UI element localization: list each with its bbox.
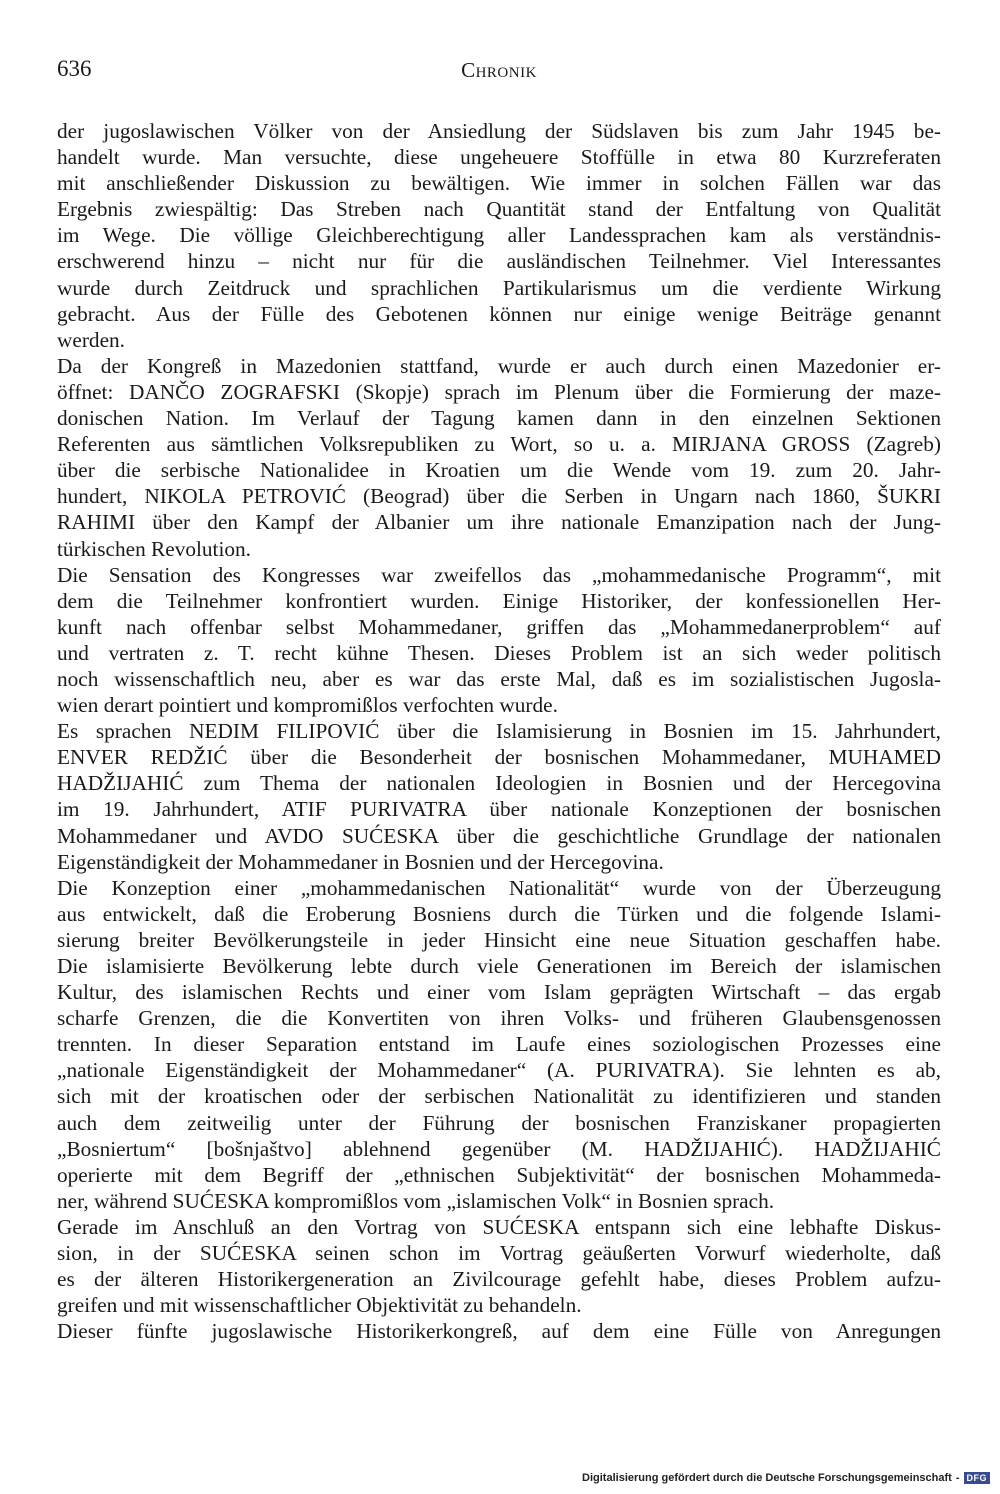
text-line: trennten. In dieser Separation entstand im Laufe eines soziologischen Prozesses eine [57, 1032, 941, 1057]
text-line: Referenten aus sämtlichen Volksrepubliken zu Wort, so u. a. MIRJANA GROSS (Zagreb) [57, 432, 941, 457]
text-line: Mohammedaner und AVDO SUĆESKA über die geschichtliche Grundlage der nationalen [57, 823, 941, 848]
body-text [57, 118, 941, 1344]
text-line: noch wissenschaftlich neu, aber es war das erste Mal, daß es im sozialistischen Jugosla- [57, 666, 941, 691]
text-line: RAHIMI über den Kampf der Albanier um ihre nationale Emanzipation nach der Jung- [57, 510, 941, 535]
footer: Digitalisierung gefördert durch die Deutsche Forschungsgemeinschaft - DFG [582, 1472, 990, 1484]
page-number: 636 [57, 56, 92, 81]
text-line: greifen und mit wissenschaftlicher Objektivität zu behandeln. [57, 1293, 582, 1318]
text-line: kunft nach offenbar selbst Mohammedaner, griffen das „Mohammedanerproblem“ auf [57, 614, 941, 639]
text-line: öffnet: DANČO ZOGRAFSKI (Skopje) sprach im Plenum über die Formierung der maze- [57, 379, 941, 404]
text-line: handelt wurde. Man versuchte, diese ungeheuere Stoffülle in etwa 80 Kurzreferaten [57, 145, 941, 170]
text-line: sich mit der kroatischen oder der serbischen Nationalität zu identifizieren und standen [57, 1084, 941, 1109]
text-line: aus entwickelt, daß die Eroberung Bosniens durch die Türken und die folgende Islami- [57, 901, 941, 926]
text-line: wien derart pointiert und kompromißlos verfochten wurde. [57, 693, 558, 718]
text-line: hundert, NIKOLA PETROVIĆ (Beograd) über die Serben in Ungarn nach 1860, ŠUKRI [57, 484, 941, 509]
text-line: werden. [57, 327, 125, 352]
text-line: Die Sensation des Kongresses war zweifellos das „mohammedanische Programm“, mit [57, 562, 941, 587]
text-line: ner, während SUĆESKA kompromißlos vom „islamischen Volk“ in Bosnien sprach. [57, 1188, 775, 1213]
text-line: im 19. Jahrhundert, ATIF PURIVATRA über nationale Konzeptionen der bosnischen [57, 797, 941, 822]
text-line: operierte mit dem Begriff der „ethnischen Subjektivität“ der bosnischen Mohammeda- [57, 1162, 941, 1187]
text-line: donischen Nation. Im Verlauf der Tagung kamen dann in den einzelnen Sektionen [57, 406, 941, 431]
text-line: HADŽIJAHIĆ zum Thema der nationalen Ideologien in Bosnien und der Hercegovina [57, 771, 941, 796]
text-line: Eigenständigkeit der Mohammedaner in Bosnien und der Hercegovina. [57, 849, 664, 874]
text-line: mit anschließender Diskussion zu bewältigen. Wie immer in solchen Fällen war das [57, 171, 941, 196]
digitization-credit: Digitalisierung gefördert durch die Deutsche Forschungsgemeinschaft [582, 1472, 952, 1484]
text-line: es der älteren Historikergeneration an Zivilcourage gefehlt habe, dieses Problem aufzu- [57, 1267, 941, 1292]
text-line: auch dem zeitweilig unter der Führung der bosnischen Franziskaner propagierten [57, 1110, 941, 1135]
text-line: der jugoslawischen Völker von der Ansiedlung der Südslaven bis zum Jahr 1945 be- [57, 119, 941, 143]
text-line: sierung breiter Bevölkerungsteile in jeder Hinsicht eine neue Situation geschaffen habe. [57, 927, 941, 952]
text-line: wurde durch Zeitdruck und sprachlichen Partikularismus um die verdiente Wirkung [57, 275, 941, 300]
text-line: Da der Kongreß in Mazedonien stattfand, wurde er auch durch einen Mazedonier er- [57, 353, 941, 378]
text-line: „Bosniertum“ [bošnjaštvo] ablehnend gegenüber (M. HADŽIJAHIĆ). HADŽIJAHIĆ [57, 1136, 941, 1161]
text-line: türkischen Revolution. [57, 536, 252, 561]
text-line: scharfe Grenzen, die die Konvertiten von ihren Volks- und früheren Glaubensgenossen [57, 1006, 941, 1031]
text-line: Ergebnis zwiespältig: Das Streben nach Quantität stand der Entfaltung von Qualität [57, 197, 941, 222]
text-line: „nationale Eigenständigkeit der Mohammedaner“ (A. PURIVATRA). Sie lehnten es ab, [57, 1058, 941, 1083]
text-line: Kultur, des islamischen Rechts und einer vom Islam geprägten Wirtschaft – das ergab [57, 980, 941, 1005]
text-line: Die Konzeption einer „mohammedanischen Nationalität“ wurde von der Überzeugung [57, 875, 941, 900]
text-line: im Wege. Die völlige Gleichberechtigung aller Landessprachen kam als verständnis- [57, 223, 941, 248]
dfg-logo: DFG [964, 1472, 991, 1484]
text-line: ENVER REDŽIĆ über die Besonderheit der bosnischen Mohammedaner, MUHAMED [57, 745, 941, 770]
text-line: Die islamisierte Bevölkerung lebte durch viele Generationen im Bereich der islamischen [57, 954, 941, 978]
text-line: Dieser fünfte jugoslawische Historikerkongreß, auf dem eine Fülle von Anregungen [57, 1319, 941, 1344]
text-line: gebracht. Aus der Fülle des Gebotenen können nur einige wenige Beiträge genannt [57, 301, 941, 326]
running-head: Chronik [461, 58, 537, 82]
page-header [57, 56, 941, 90]
text-line: und vertraten z. T. recht kühne Thesen. Dieses Problem ist an sich weder politisch [57, 640, 941, 665]
text-line: Es sprachen NEDIM FILIPOVIĆ über die Islamisierung in Bosnien im 15. Jahrhundert, [57, 719, 941, 744]
text-line: über die serbische Nationalidee in Kroatien um die Wende vom 19. zum 20. Jahr- [57, 458, 941, 483]
text-line: sion, in der SUĆESKA seinen schon im Vortrag geäußerten Vorwurf wiederholte, daß [57, 1241, 941, 1266]
text-line: dem die Teilnehmer konfrontiert wurden. Einige Historiker, der konfessionellen Her- [57, 588, 941, 613]
text-line: erschwerend hinzu – nicht nur für die ausländischen Teilnehmer. Viel Interessantes [57, 249, 941, 274]
text-line: Gerade im Anschluß an den Vortrag von SUĆESKA entspann sich eine lebhafte Diskus- [57, 1214, 941, 1239]
